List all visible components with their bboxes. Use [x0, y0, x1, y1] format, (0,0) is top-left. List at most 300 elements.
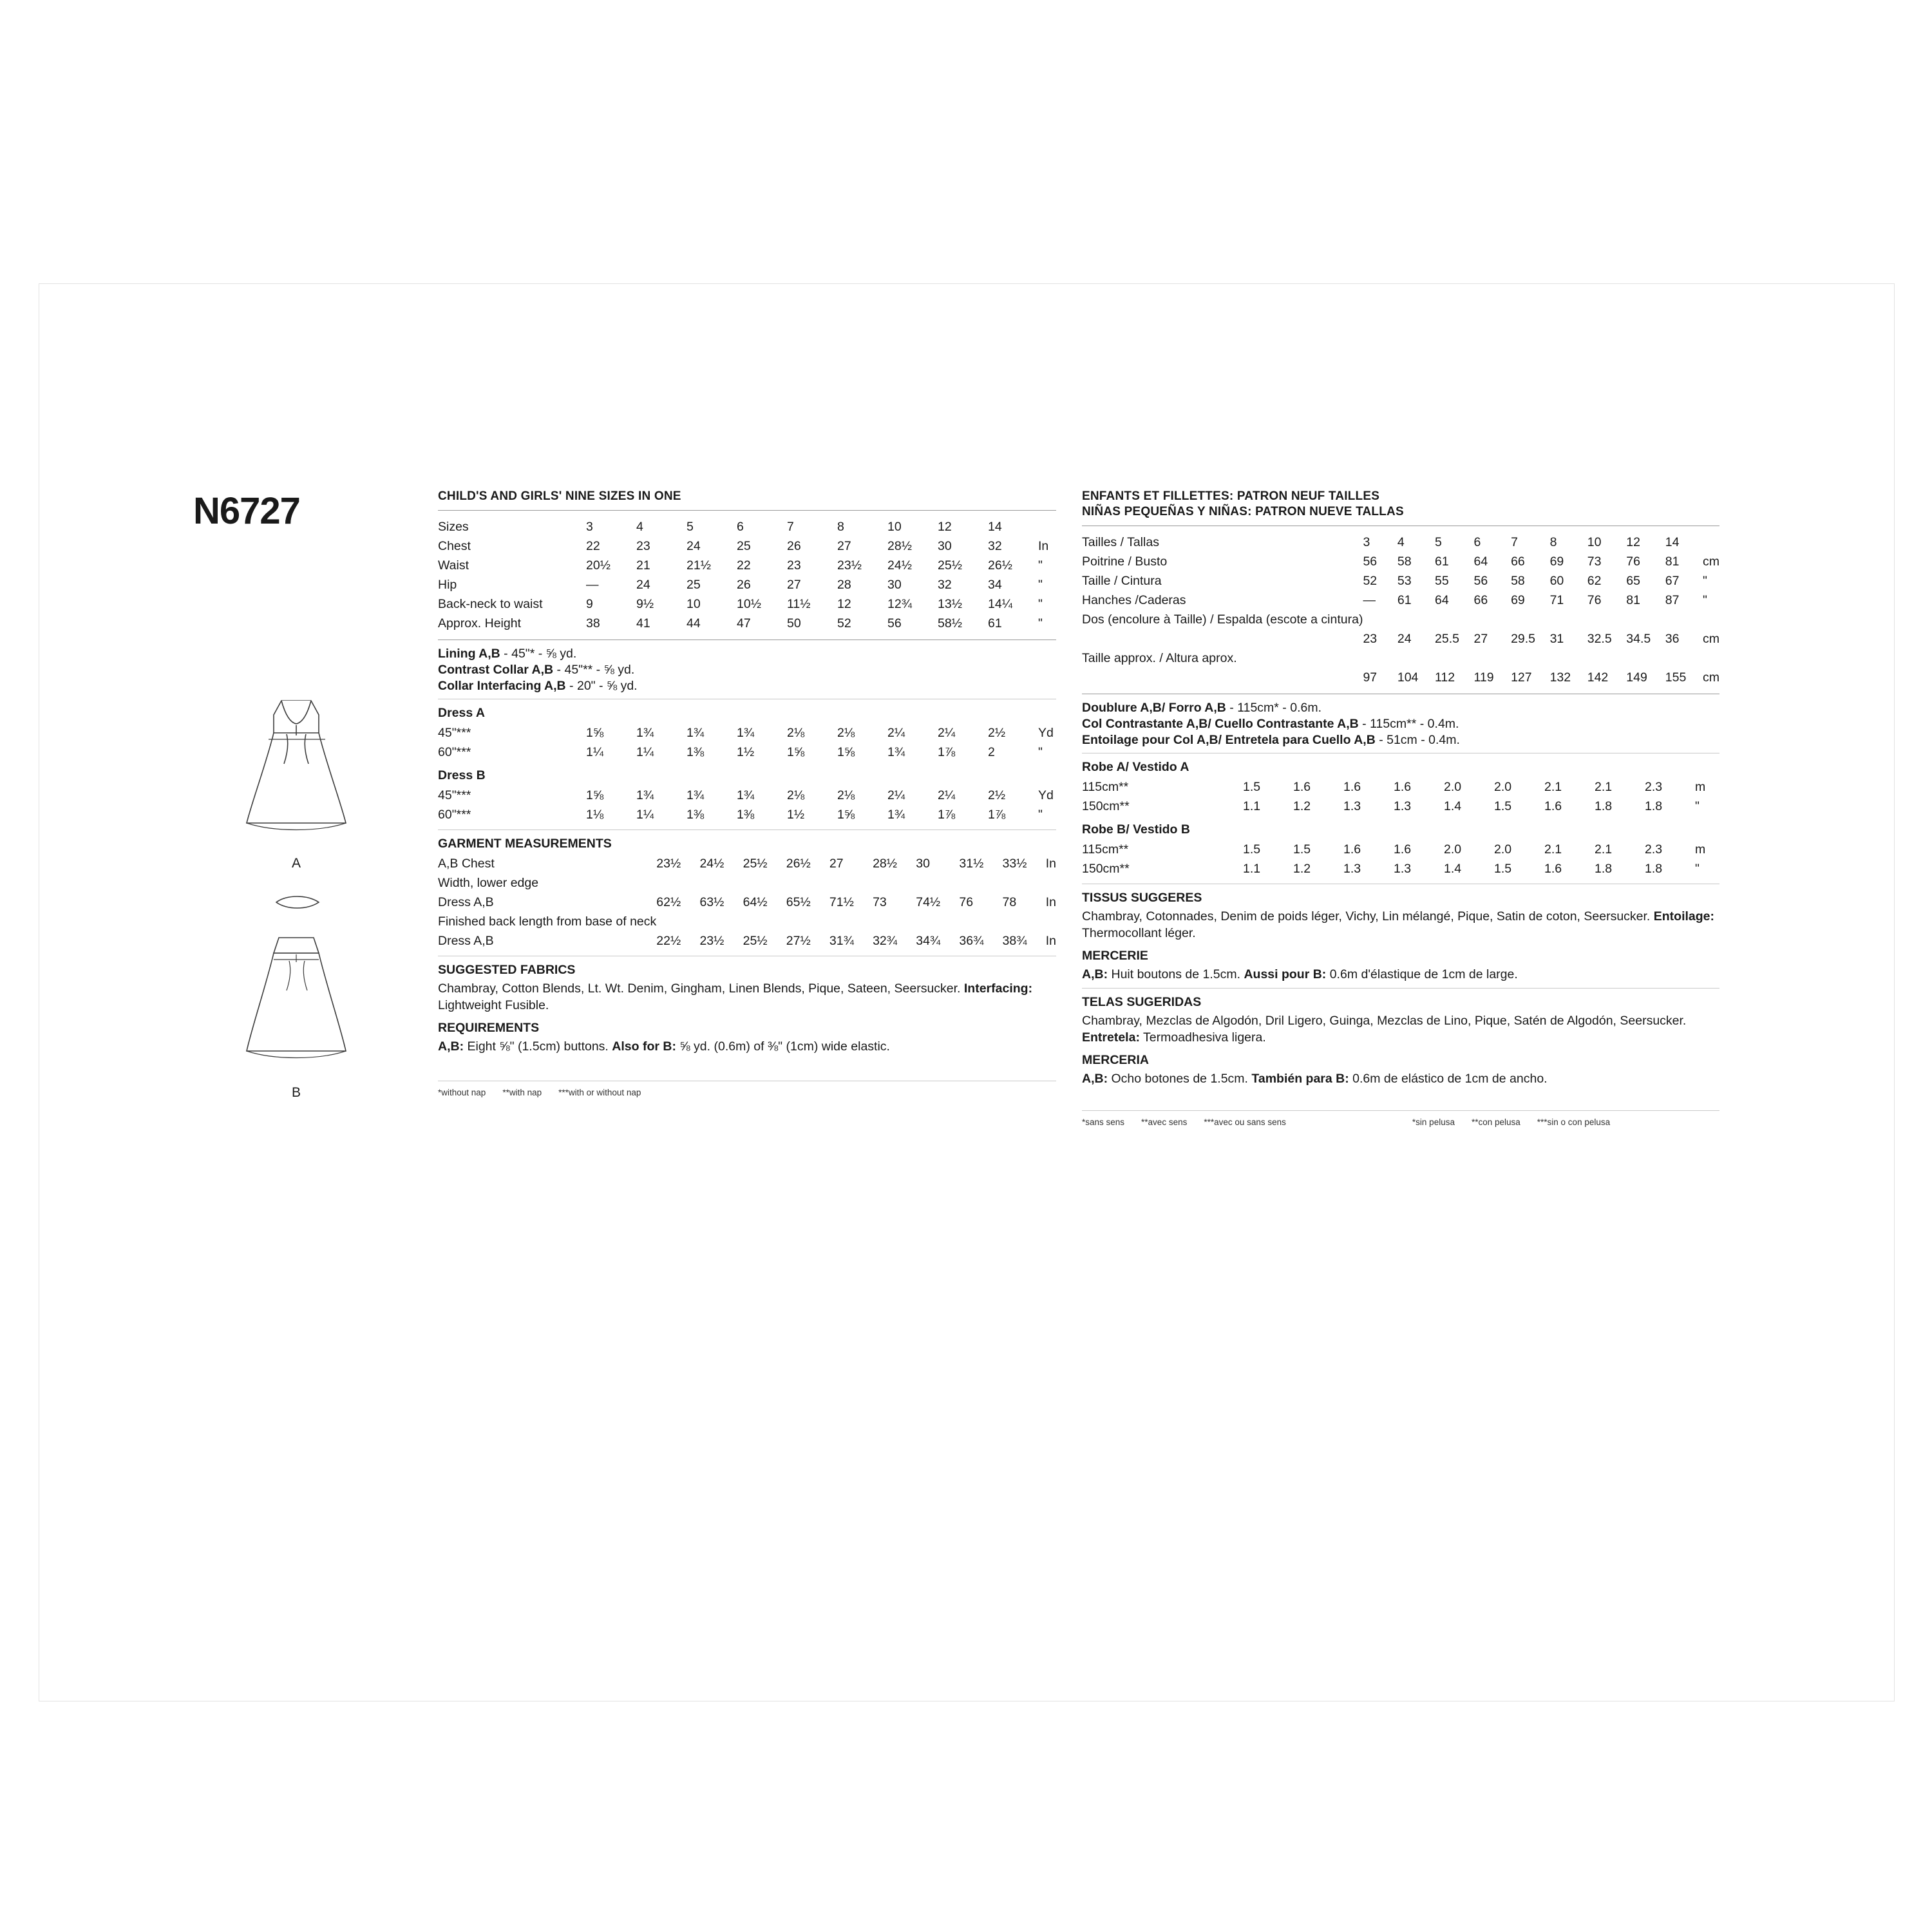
cell-value: 1.5 [1243, 779, 1261, 794]
cell-value: 1.4 [1444, 861, 1462, 876]
cell-value: 26 [787, 538, 801, 553]
notion-value: - 45"* - ⅝ yd. [500, 647, 577, 661]
merceria-b-value: 0.6m de elástico de 1cm de ancho. [1349, 1071, 1548, 1086]
cell-value: 60 [1549, 573, 1564, 588]
cell-value: 142 [1587, 670, 1609, 685]
row-unit: m [1695, 842, 1706, 857]
cell-value: 1⅜ [687, 744, 705, 759]
divider [438, 510, 1056, 511]
notion-value: - 51cm - 0.4m. [1375, 733, 1460, 747]
entretela-value: Termoadhesiva ligera. [1139, 1030, 1266, 1045]
cell-value: 25 [737, 538, 751, 553]
telas-list: Chambray, Mezclas de Algodón, Dril Ligero, Guinga, Mezclas de Lino, Pique, Satén de Algodón, Seersucker. [1082, 1013, 1687, 1028]
cell-value: 2.1 [1595, 779, 1613, 794]
divider [1082, 1110, 1719, 1111]
cell-value: 25½ [743, 933, 768, 948]
figure-b [213, 883, 380, 1101]
notion-line [1082, 733, 1719, 748]
row-unit: cm [1703, 554, 1719, 569]
cell-value: 1¾ [887, 807, 905, 822]
cell-value [1435, 610, 1474, 629]
cell-value: 65 [1626, 573, 1640, 588]
cell-value: 52 [837, 616, 851, 630]
cell-value [959, 912, 1002, 931]
notion-value: - 45"** - ⅝ yd. [553, 663, 635, 677]
row-unit: Yd [1038, 725, 1054, 740]
cell-value: 27 [837, 538, 851, 553]
cell-value: 27 [1473, 631, 1488, 646]
cell-value: 38¾ [1002, 933, 1027, 948]
cell-value: 3 [1363, 535, 1370, 549]
cell-value: 25.5 [1435, 631, 1459, 646]
cell-value: 41 [636, 616, 650, 630]
notion-label: Contrast Collar A,B [438, 663, 554, 677]
cell-value: 22 [737, 558, 751, 573]
row-unit: cm [1703, 631, 1719, 646]
cell-value [786, 873, 829, 893]
cell-value: 78 [1002, 895, 1017, 909]
robe-a-title: Robe A/ Vestido A [1082, 760, 1189, 774]
row-label: Hanches /Caderas [1082, 592, 1186, 607]
cell-value: 1.6 [1544, 799, 1562, 813]
cell-value: 1.8 [1645, 799, 1663, 813]
cell-value: 5 [687, 519, 694, 534]
cell-value: 4 [636, 519, 643, 534]
cell-value: 119 [1473, 670, 1494, 685]
row-label: 45"*** [438, 788, 471, 802]
cell-value: 1.3 [1394, 799, 1412, 813]
cell-value: 1¾ [687, 725, 705, 740]
divider [438, 829, 1056, 830]
cell-value: 27 [829, 856, 844, 871]
row-unit [1703, 610, 1719, 629]
footnote-3: ***with or without nap [558, 1087, 641, 1097]
cell-value: 1.8 [1595, 799, 1613, 813]
dress-a-illustration [222, 689, 370, 850]
table-row [438, 575, 1056, 594]
garment-measurements-title: GARMENT MEASUREMENTS [438, 837, 612, 851]
cell-value: 97 [1363, 670, 1378, 685]
cell-value [1003, 873, 1046, 893]
row-unit [1046, 912, 1056, 931]
cell-value [829, 912, 873, 931]
table-row [438, 614, 1056, 633]
cell-value: 1⅜ [737, 807, 755, 822]
cell-value: 63½ [699, 895, 724, 909]
cell-value: 1.1 [1243, 799, 1261, 813]
cell-value: 28½ [873, 856, 898, 871]
cell-value [656, 873, 699, 893]
table-row [438, 931, 1056, 951]
cell-value [1511, 649, 1550, 668]
table-row [1082, 777, 1719, 797]
divider [1082, 988, 1719, 989]
cell-value [1363, 610, 1397, 629]
cell-value: 2.3 [1645, 842, 1663, 857]
cell-value [1003, 912, 1046, 931]
cell-value: 2.3 [1645, 779, 1663, 794]
table-row [1082, 859, 1719, 878]
cell-value: 2.0 [1494, 779, 1512, 794]
cell-value: 25½ [938, 558, 962, 573]
cell-value: 3 [586, 519, 593, 534]
interfacing-value: Lightweight Fusible. [438, 998, 549, 1013]
cell-value [1550, 649, 1587, 668]
cell-value: 56 [887, 616, 902, 630]
cell-value: 22 [586, 538, 600, 553]
cell-value: 44 [687, 616, 701, 630]
cell-value: 1½ [787, 807, 805, 822]
cell-value: 24 [687, 538, 701, 553]
robe-a-yardage-table [1082, 777, 1719, 816]
cell-value: 1¾ [737, 788, 755, 802]
notion-line [438, 679, 1056, 694]
cell-value: 47 [737, 616, 751, 630]
cell-value: 1¼ [636, 807, 654, 822]
cell-value: 2⅛ [837, 788, 855, 802]
cell-value: 1.5 [1494, 799, 1512, 813]
notion-label: Col Contrastante A,B/ Cuello Contrastante A,B [1082, 717, 1359, 731]
cell-value: 1¾ [636, 725, 654, 740]
cell-value: 53 [1397, 573, 1412, 588]
cell-value: 2¼ [938, 788, 956, 802]
cell-value: 64½ [743, 895, 768, 909]
row-label: Waist [438, 558, 469, 573]
cell-value: 65½ [786, 895, 811, 909]
cell-value: 71 [1549, 592, 1564, 607]
row-label: 115cm** [1082, 842, 1129, 857]
tissus-text [1082, 908, 1719, 942]
pattern-number: N6727 [193, 490, 300, 532]
cell-value: 13½ [938, 596, 962, 611]
table-row [1082, 610, 1719, 629]
row-unit: In [1038, 538, 1049, 553]
telas-title: TELAS SUGERIDAS [1082, 994, 1202, 1009]
cell-value: 12¾ [887, 596, 912, 611]
notion-label: Entoilage pour Col A,B/ Entretela para Cuello A,B [1082, 733, 1376, 747]
row-unit: " [1038, 744, 1043, 759]
row-unit: " [1695, 799, 1700, 813]
cell-value: 1⅝ [837, 807, 855, 822]
cell-value: 76 [1626, 554, 1640, 569]
cell-value [699, 912, 743, 931]
footnote-1: *without nap [438, 1087, 486, 1097]
table-row [1082, 668, 1719, 687]
cell-value: 2 [988, 744, 995, 759]
cell-value: 28 [837, 577, 851, 592]
cell-value: 1.8 [1595, 861, 1613, 876]
suggested-fabrics-title: SUGGESTED FABRICS [438, 963, 576, 977]
cell-value: 2⅛ [837, 725, 855, 740]
cell-value: 23½ [837, 558, 862, 573]
cell-value: 1.1 [1243, 861, 1261, 876]
row-label: 45"*** [438, 725, 471, 740]
dress-b-title: Dress B [438, 768, 486, 782]
cell-value: 25½ [743, 856, 768, 871]
table-row [438, 805, 1056, 824]
req-ab-label: A,B: [438, 1039, 464, 1054]
mercerie-ab-label: A,B: [1082, 967, 1108, 981]
english-column [438, 489, 1056, 1097]
cell-value: 4 [1397, 535, 1405, 549]
notion-line [438, 663, 1056, 677]
figure-a-caption: A [291, 856, 301, 871]
cell-value: 1¼ [636, 744, 654, 759]
cell-value: 1¾ [737, 725, 755, 740]
cell-value [959, 873, 1002, 893]
cell-value: 62 [1587, 573, 1602, 588]
footnote-2: **with nap [502, 1087, 542, 1097]
table-row [438, 873, 1056, 893]
figure-a [213, 689, 380, 871]
row-unit: " [1038, 558, 1043, 573]
cell-value: 32 [938, 577, 952, 592]
cell-value: 6 [737, 519, 744, 534]
cell-value: 1.8 [1645, 861, 1663, 876]
cell-value: 76 [1587, 592, 1602, 607]
cell-value: 1.3 [1394, 861, 1412, 876]
cell-value: 27½ [786, 933, 811, 948]
row-label: Tailles / Tallas [1082, 535, 1159, 549]
table-row [1082, 840, 1719, 859]
row-label: Hip [438, 577, 457, 592]
english-title: CHILD'S AND GIRLS' NINE SIZES IN ONE [438, 489, 681, 503]
row-unit [1703, 649, 1719, 668]
cell-value: 1⅝ [837, 744, 855, 759]
cell-value: 55 [1435, 573, 1449, 588]
cell-value [1626, 610, 1665, 629]
req-ab-value: Eight ⅝" (1.5cm) buttons. [464, 1039, 612, 1054]
req-b-value: ⅝ yd. (0.6m) of ⅜" (1cm) wide elastic. [676, 1039, 890, 1054]
cell-value: 24½ [699, 856, 724, 871]
cell-value: 21½ [687, 558, 711, 573]
cell-value [1665, 649, 1703, 668]
cell-value: 50 [787, 616, 801, 630]
cell-value: 71½ [829, 895, 854, 909]
notion-value: - 115cm* - 0.6m. [1226, 701, 1321, 715]
cell-value: 76 [959, 895, 974, 909]
cell-value: 14¼ [988, 596, 1012, 611]
cell-value: 12 [1626, 535, 1640, 549]
req-b-label: Also for B: [612, 1039, 676, 1054]
french-spanish-column [1082, 489, 1719, 1127]
cell-value: 24 [1397, 631, 1412, 646]
cell-value: 6 [1473, 535, 1481, 549]
cell-value: 64 [1435, 592, 1449, 607]
cell-value: 2.1 [1544, 779, 1562, 794]
cell-value: 1¾ [887, 744, 905, 759]
cell-value: 1⅝ [586, 725, 604, 740]
cell-value: 1.6 [1343, 779, 1361, 794]
tissus-title: TISSUS SUGGERES [1082, 891, 1202, 905]
cell-value: 104 [1397, 670, 1419, 685]
row-unit: Yd [1038, 788, 1054, 802]
cell-value [786, 912, 829, 931]
cell-value: 2¼ [887, 788, 905, 802]
row-label: 150cm** [1082, 799, 1130, 813]
interfacing-label: Interfacing: [963, 981, 1033, 996]
cell-value: 25 [687, 577, 701, 592]
cell-value [1665, 610, 1703, 629]
row-label: Approx. Height [438, 616, 521, 630]
cell-value: 73 [1587, 554, 1602, 569]
cell-value [1550, 610, 1587, 629]
cell-value: 2.0 [1444, 842, 1462, 857]
cell-value: 29.5 [1511, 631, 1536, 646]
cell-value: 1¾ [636, 788, 654, 802]
cell-value: 23 [636, 538, 650, 553]
notion-line [438, 647, 1056, 661]
cell-value: 8 [837, 519, 844, 534]
cell-value [699, 873, 743, 893]
mercerie-text [1082, 966, 1719, 983]
cell-value: 30 [938, 538, 952, 553]
cell-value: 1.6 [1343, 842, 1361, 857]
cell-value: 155 [1665, 670, 1687, 685]
footnote-fr-1: *sans sens [1082, 1117, 1125, 1127]
dress-a-yardage-table [438, 723, 1056, 762]
metric-size-table [1082, 533, 1719, 687]
cell-value [1397, 610, 1435, 629]
cell-value [1397, 649, 1435, 668]
cell-value: 2.1 [1595, 842, 1613, 857]
cell-value: 7 [787, 519, 794, 534]
table-row [438, 854, 1056, 873]
cell-value: 62½ [656, 895, 681, 909]
row-label: Dress A,B [438, 933, 494, 948]
table-row [1082, 797, 1719, 816]
cell-value: 9 [586, 596, 593, 611]
french-title: ENFANTS ET FILLETTES: PATRON NEUF TAILLES [1082, 489, 1380, 503]
cell-value: 1¾ [687, 788, 705, 802]
cell-value: 2.0 [1444, 779, 1462, 794]
row-label: 60"*** [438, 807, 471, 822]
cell-value: 32 [988, 538, 1002, 553]
cell-value: 69 [1511, 592, 1525, 607]
row-label: Taille / Cintura [1082, 573, 1162, 588]
cell-value: 12 [837, 596, 851, 611]
notion-line [1082, 701, 1719, 715]
cell-value: 1½ [737, 744, 755, 759]
notion-label: Doublure A,B/ Forro A,B [1082, 701, 1226, 715]
cell-value [1511, 610, 1550, 629]
cell-value: 2½ [988, 788, 1006, 802]
cell-value: 10 [887, 519, 902, 534]
cell-value: 1.5 [1494, 861, 1512, 876]
notion-line [1082, 717, 1719, 732]
cell-value [1474, 649, 1511, 668]
merceria-ab-value: Ocho botones de 1.5cm. [1108, 1071, 1252, 1086]
cell-value: 38 [586, 616, 600, 630]
cell-value: 1⅞ [938, 744, 956, 759]
cell-value: 2.1 [1544, 842, 1562, 857]
cell-value [916, 873, 959, 893]
table-row [1082, 552, 1719, 571]
cell-value: 74½ [916, 895, 941, 909]
merceria-b-label: También para B: [1251, 1071, 1349, 1086]
row-unit: " [1038, 577, 1043, 592]
row-label: Taille approx. / Altura aprox. [1082, 650, 1237, 665]
tissus-list: Chambray, Cotonnades, Denim de poids léger, Vichy, Lin mélangé, Pique, Satin de coton, Seersucker. [1082, 909, 1654, 923]
cell-value: 1⅝ [586, 788, 604, 802]
row-label: Width, lower edge [438, 875, 539, 890]
cell-value: 56 [1473, 573, 1488, 588]
row-unit: In [1045, 933, 1056, 948]
cell-value: 1¼ [586, 744, 604, 759]
cell-value [1587, 610, 1627, 629]
cell-value: 12 [938, 519, 952, 534]
spanish-title: NIÑAS PEQUEÑAS Y NIÑAS: PATRON NUEVE TALLAS [1082, 505, 1404, 518]
english-notions [438, 647, 1056, 694]
cell-value: 26½ [786, 856, 811, 871]
row-unit: " [1703, 573, 1707, 588]
cell-value [1587, 649, 1627, 668]
cell-value: 32¾ [873, 933, 898, 948]
cell-value: 2⅛ [787, 788, 805, 802]
cell-value: 23 [1363, 631, 1378, 646]
row-unit: In [1045, 856, 1056, 871]
cell-value: 26 [737, 577, 751, 592]
cell-value: 66 [1511, 554, 1525, 569]
row-unit: " [1038, 807, 1043, 822]
cell-value: 34 [988, 577, 1002, 592]
row-unit [1703, 533, 1719, 552]
cell-value: 31½ [959, 856, 984, 871]
cell-value [916, 912, 959, 931]
dress-a-title: Dress A [438, 706, 485, 720]
notion-label: Lining A,B [438, 647, 500, 661]
cell-value [743, 912, 786, 931]
table-row [438, 594, 1056, 614]
cell-value [1626, 649, 1665, 668]
cell-value: 11½ [787, 596, 811, 611]
divider [438, 639, 1056, 640]
cell-value: 61 [988, 616, 1002, 630]
cell-value: 112 [1435, 670, 1455, 685]
cell-value [1435, 649, 1474, 668]
table-row [1082, 533, 1719, 552]
footnote-es-3: ***sin o con pelusa [1537, 1117, 1611, 1127]
cell-value: 33½ [1002, 856, 1027, 871]
cell-value: 132 [1549, 670, 1571, 685]
garment-illustrations [213, 689, 380, 1112]
cell-value: 1.5 [1293, 842, 1311, 857]
cell-value: 1.4 [1444, 799, 1462, 813]
entretela-label: Entretela: [1082, 1030, 1140, 1045]
footnote-es-1: *sin pelusa [1412, 1117, 1455, 1127]
table-row [1082, 649, 1719, 668]
cell-value [873, 873, 916, 893]
cell-value: 10 [1587, 535, 1602, 549]
cell-value: 1.3 [1343, 861, 1361, 876]
notion-value: - 20" - ⅝ yd. [565, 679, 638, 693]
cell-value: 5 [1435, 535, 1442, 549]
cell-value: 26½ [988, 558, 1012, 573]
figure-b-caption: B [291, 1085, 301, 1100]
row-label: Dos (encolure à Taille) / Espalda (escote a cintura) [1082, 612, 1363, 627]
cell-value: 1⅞ [938, 807, 956, 822]
cell-value [829, 873, 873, 893]
cell-value: 58 [1397, 554, 1412, 569]
cell-value: 24 [636, 577, 650, 592]
cell-value: 1.6 [1394, 842, 1412, 857]
cell-value: 73 [873, 895, 887, 909]
cell-value: 2¼ [887, 725, 905, 740]
cell-value: 31 [1549, 631, 1564, 646]
row-label [1082, 629, 1363, 649]
mercerie-b-label: Aussi pour B: [1244, 967, 1327, 981]
english-size-table [438, 517, 1056, 633]
